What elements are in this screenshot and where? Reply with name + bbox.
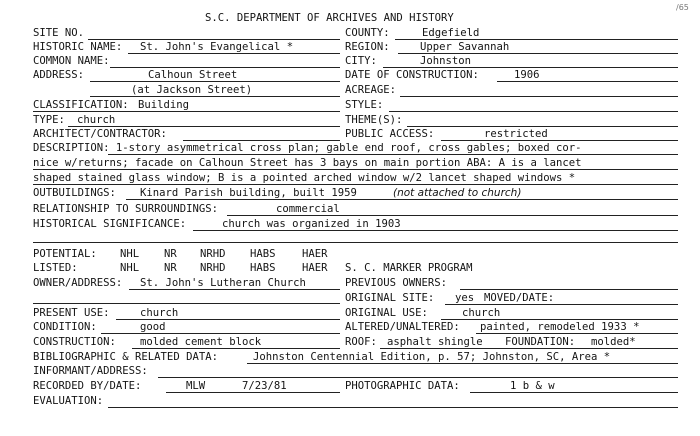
classification-label: CLASSIFICATION: — [33, 99, 129, 111]
description-rule-3 — [33, 184, 678, 185]
date-line — [497, 81, 678, 82]
previous-owners-line — [460, 289, 678, 290]
outbuildings-value: Kinard Parish building, built 1959 — [140, 187, 357, 199]
description-line-1: DESCRIPTION: 1-story asymmetrical cross plan; gable end roof, cross gables; boxed cor- — [33, 142, 582, 154]
roof-line — [380, 348, 678, 349]
potential-haer: HAER — [302, 248, 328, 260]
photographic-line — [470, 392, 678, 393]
type-label: TYPE: — [33, 114, 65, 126]
outbuildings-handwritten-note: (not attached to church) — [393, 187, 522, 199]
theme-line — [407, 126, 678, 127]
present-use-label: PRESENT USE: — [33, 307, 110, 319]
original-site-label: ORIGINAL SITE: — [345, 292, 435, 304]
significance-line-2 — [33, 242, 678, 243]
previous-owners-label: PREVIOUS OWNERS: — [345, 277, 448, 289]
potential-nhl: NHL — [120, 248, 140, 260]
present-use-value: church — [140, 307, 179, 319]
city-value: Johnston — [420, 55, 472, 67]
address-line-1 — [90, 81, 340, 82]
region-label: REGION: — [345, 41, 390, 53]
roof-label: ROOF: — [345, 336, 377, 348]
construction-line — [132, 348, 340, 349]
theme-label: THEME(S): — [345, 114, 403, 126]
public-access-line — [441, 140, 678, 141]
historic-name-line — [128, 53, 340, 54]
original-site-line — [445, 304, 678, 305]
listed-haer: HAER — [302, 262, 328, 274]
owner-line — [129, 289, 340, 290]
historic-name-label: HISTORIC NAME: — [33, 41, 123, 53]
potential-habs: HABS — [250, 248, 276, 260]
date-value: 1906 — [514, 69, 540, 81]
description-rule-1 — [108, 154, 678, 155]
corner-mark: /65 — [676, 3, 689, 12]
style-line — [389, 111, 678, 112]
city-label: CITY: — [345, 55, 377, 67]
construction-label: CONSTRUCTION: — [33, 336, 116, 348]
listed-label: LISTED: — [33, 262, 78, 274]
original-use-value: church — [462, 307, 501, 319]
city-line — [383, 67, 678, 68]
common-name-label: COMMON NAME: — [33, 55, 110, 67]
relationship-line — [227, 215, 678, 216]
foundation-label: FOUNDATION: — [505, 336, 576, 348]
marker-program: S. C. MARKER PROGRAM — [345, 262, 473, 274]
bibliographic-label: BIBLIOGRAPHIC & RELATED DATA: — [33, 351, 218, 363]
roof-value: asphalt shingle — [387, 336, 483, 348]
region-value: Upper Savannah — [420, 41, 510, 53]
acreage-label: ACREAGE: — [345, 84, 397, 96]
public-access-label: PUBLIC ACCESS: — [345, 128, 435, 140]
county-label: COUNTY: — [345, 27, 390, 39]
public-access-value: restricted — [484, 128, 548, 140]
recorded-line — [166, 392, 340, 393]
architect-label: ARCHITECT/CONTRACTOR: — [33, 128, 167, 140]
historic-name-value: St. John's Evangelical * — [140, 41, 294, 53]
type-value: church — [77, 114, 116, 126]
address-line-2 — [90, 96, 340, 97]
common-name-line — [110, 67, 340, 68]
condition-value: good — [140, 321, 166, 333]
type-line — [68, 126, 340, 127]
potential-label: POTENTIAL: — [33, 248, 97, 260]
recorded-label: RECORDED BY/DATE: — [33, 380, 142, 392]
date-label: DATE OF CONSTRUCTION: — [345, 69, 479, 81]
bibliographic-value: Johnston Centennial Edition, p. 57; Johnston, SC, Area * — [253, 351, 611, 363]
owner-line-2 — [33, 303, 340, 304]
altered-value: painted, remodeled 1933 * — [480, 321, 640, 333]
informant-line — [158, 377, 678, 378]
evaluation-line — [108, 407, 678, 408]
style-label: STYLE: — [345, 99, 384, 111]
owner-value: St. John's Lutheran Church — [140, 277, 306, 289]
photographic-value: 1 b & w — [510, 380, 555, 392]
significance-label: HISTORICAL SIGNIFICANCE: — [33, 218, 187, 230]
evaluation-label: EVALUATION: — [33, 395, 104, 407]
condition-label: CONDITION: — [33, 321, 97, 333]
owner-label: OWNER/ADDRESS: — [33, 277, 123, 289]
address-value-1: Calhoun Street — [148, 69, 238, 81]
region-line — [398, 53, 678, 54]
listed-habs: HABS — [250, 262, 276, 274]
relationship-value: commercial — [276, 203, 340, 215]
original-use-label: ORIGINAL USE: — [345, 307, 428, 319]
significance-value: church was organized in 1903 — [222, 218, 401, 230]
recorded-by-value: MLW — [186, 380, 206, 392]
foundation-value: molded* — [591, 336, 636, 348]
county-value: Edgefield — [422, 27, 480, 39]
photographic-label: PHOTOGRAPHIC DATA: — [345, 380, 460, 392]
listed-nrhd: NRHD — [200, 262, 226, 274]
address-value-2: (at Jackson Street) — [131, 84, 253, 96]
outbuildings-label: OUTBUILDINGS: — [33, 187, 116, 199]
description-line-3: shaped stained glass window; B is a pointed arched window w/2 lancet shaped windows * — [33, 172, 576, 184]
significance-line — [193, 230, 678, 231]
relationship-label: RELATIONSHIP TO SURROUNDINGS: — [33, 203, 218, 215]
address-label: ADDRESS: — [33, 69, 85, 81]
construction-value: molded cement block — [140, 336, 262, 348]
outbuildings-line — [126, 199, 678, 200]
architect-line — [183, 140, 340, 141]
listed-nhl: NHL — [120, 262, 140, 274]
potential-nrhd: NRHD — [200, 248, 226, 260]
classification-value: Building — [138, 99, 190, 111]
altered-label: ALTERED/UNALTERED: — [345, 321, 460, 333]
present-use-line — [116, 319, 340, 320]
altered-line — [476, 333, 678, 334]
site-no-label: SITE NO. — [33, 27, 85, 39]
listed-nr: NR — [164, 262, 177, 274]
county-line — [395, 39, 678, 40]
informant-label: INFORMANT/ADDRESS: — [33, 365, 148, 377]
description-line-2: nice w/returns; facade on Calhoun Street has 3 bays on main portion ABA: A is a lancet — [33, 157, 582, 169]
condition-line — [101, 333, 340, 334]
moved-date-label: MOVED/DATE: — [484, 292, 555, 304]
original-use-line — [441, 319, 678, 320]
classification-line — [33, 111, 340, 112]
site-no-line — [88, 39, 340, 40]
description-rule-2 — [33, 169, 678, 170]
form-title: S.C. DEPARTMENT OF ARCHIVES AND HISTORY — [205, 12, 454, 24]
recorded-date-value: 7/23/81 — [242, 380, 287, 392]
bibliographic-line — [247, 363, 678, 364]
potential-nr: NR — [164, 248, 177, 260]
acreage-line — [400, 96, 678, 97]
original-site-value: yes — [455, 292, 475, 304]
